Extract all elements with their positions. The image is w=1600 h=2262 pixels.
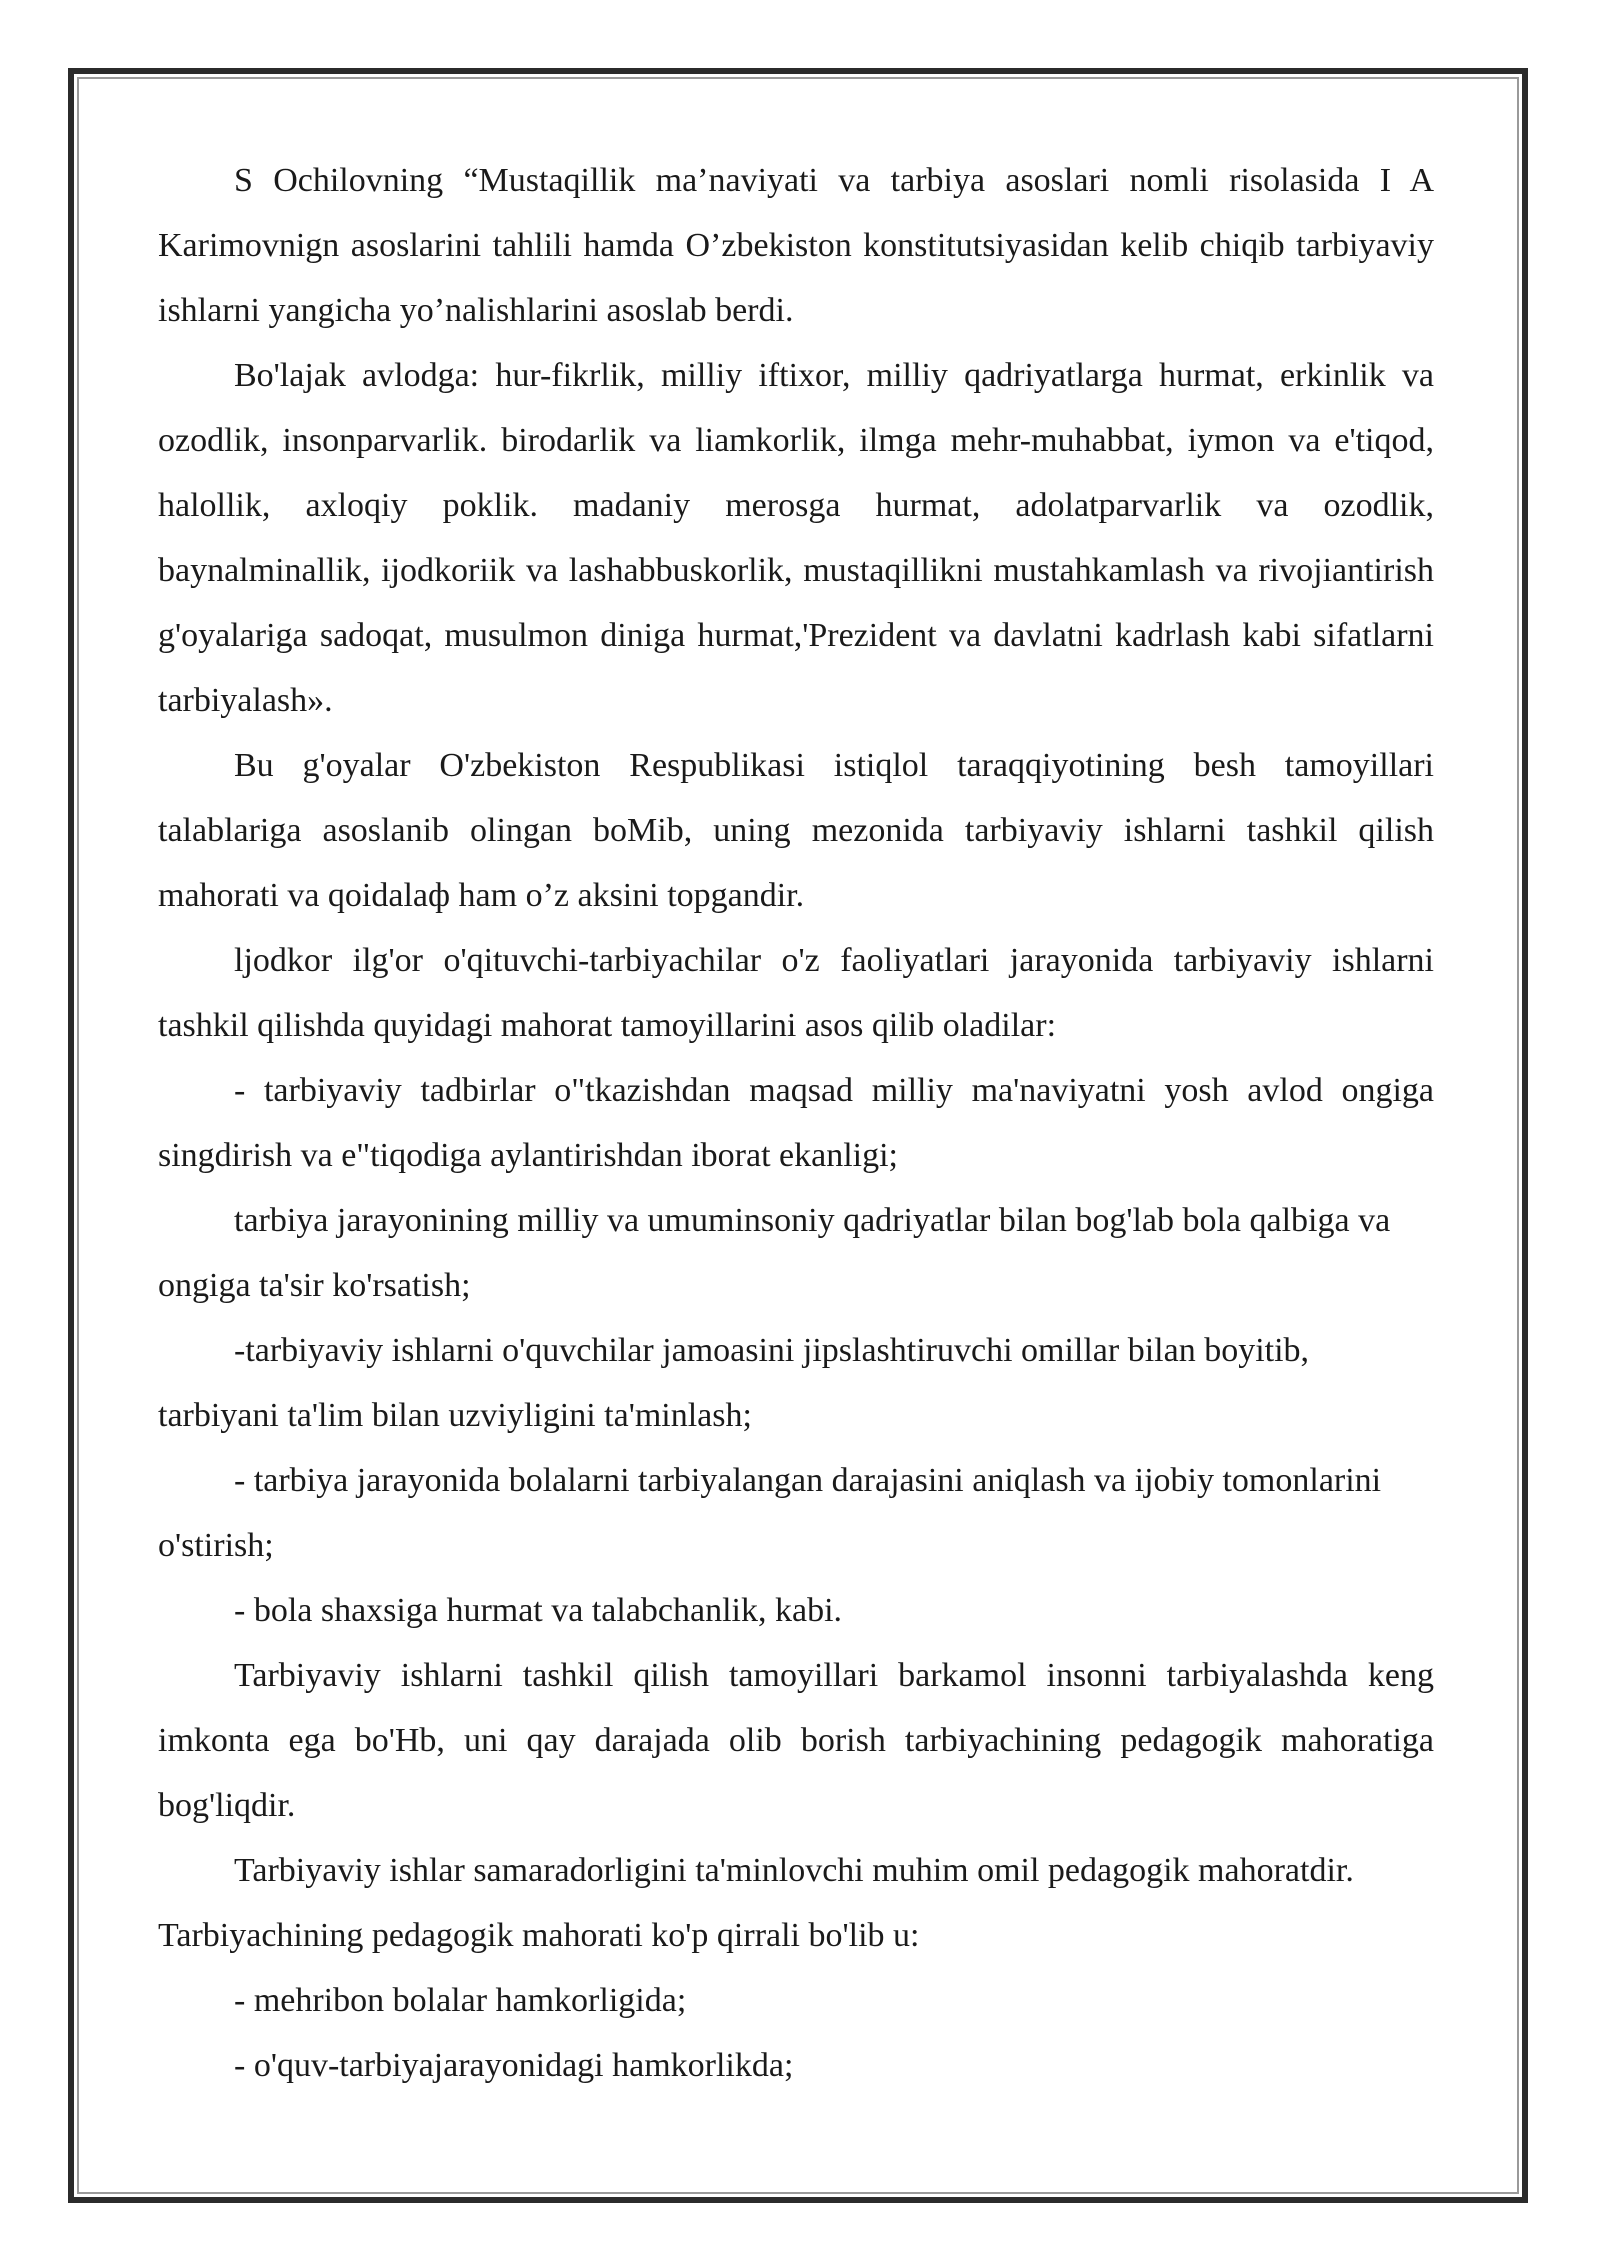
list-item-5: - bola shaxsiga hurmat va talabchanlik, kabi.	[234, 1592, 843, 1629]
paragraph-2: Bo'lajak avlodga: hur-fikrlik, milliy iftixor, milliy qadriyatlarga hurmat, erkinlik va ozodlik, insonparvarlik. birodarlik va liamkorlik, ilmga mehr-muhabbat, iymon va e'tiqod, halollik, axloqiy poklik. madaniy merosga hurmat, adolatparvarlik va ozodlik, baynalminallik, ijodkoriik va lashabbuskorlik, mustaqillikni mustahkamlash va rivojiantirish g'oyalariga sadoqat, musulmon diniga hurmat,'Prezident va davlatni kadrlash kabi sifatlarni tarbiyalash».	[158, 357, 1434, 719]
paragraph-6: Tarbiyaviy ishlar samaradorligini ta'minlovchi muhim omil pedagogik mahoratdir. Tarbiyachining pedagogik mahorati ko'p qirrali bo'lib u:	[158, 1852, 1354, 1954]
paragraph-5: Tarbiyaviy ishlarni tashkil qilish tamoyillari barkamol insonni tarbiyalashda keng imkonta ega bo'Hb, uni qay darajada olib borish tarbiyachining pedagogik mahoratiga bog'liqdir.	[158, 1657, 1434, 1824]
list-item-4: - tarbiya jarayonida bolalarni tarbiyalangan darajasini aniqlash va ijobiy tomonlarini o'stirish;	[158, 1462, 1382, 1564]
paragraph-3: Bu g'oyalar O'zbekiston Respublikasi istiqlol taraqqiyotining besh tamoyillari talablariga asoslanib olingan boMib, uning mezonida tarbiyaviy ishlarni tashkil qilish mahorati va qoidalaф ham o’z aksini topgandir.	[158, 747, 1434, 914]
list-item-1: - tarbiyaviy tadbirlar o"tkazishdan maqsad milliy ma'naviyatni yosh avlod ongiga singdirish va e"tiqodiga aylantirishdan iborat ekanligi;	[158, 1072, 1434, 1174]
list-item-7: - o'quv-tarbiyajarayonidagi hamkorlikda;	[234, 2047, 794, 2084]
list-item-3: -tarbiyaviy ishlarni o'quvchilar jamoasini jipslashtiruvchi omillar bilan boyitib, tarbiyani ta'lim bilan uzviyligini ta'minlash;	[158, 1332, 1310, 1434]
paragraph-1: S Ochilovning “Mustaqillik ma’naviyati va tarbiya asoslari nomli risolasida I A Karimovnign asoslarini tahlili hamda O’zbekiston konstitutsiyasidan kelib chiqib tarbiyaviy ishlarni yangicha yo’nalishlarini asoslab berdi.	[158, 162, 1434, 329]
list-item-6: - mehribon bolalar hamkorligida;	[234, 1982, 687, 2019]
list-item-2: tarbiya jarayonining milliy va umuminsoniy qadriyatlar bilan bog'lab bola qalbiga va ongiga ta'sir ko'rsatish;	[158, 1202, 1391, 1304]
document-body	[158, 148, 1434, 2098]
paragraph-4: ljodkor ilg'or o'qituvchi-tarbiyachilar o'z faoliyatlari jarayonida tarbiyaviy ishlarni tashkil qilishda quyidagi mahorat tamoyillarini asos qilib oladilar:	[158, 942, 1434, 1044]
